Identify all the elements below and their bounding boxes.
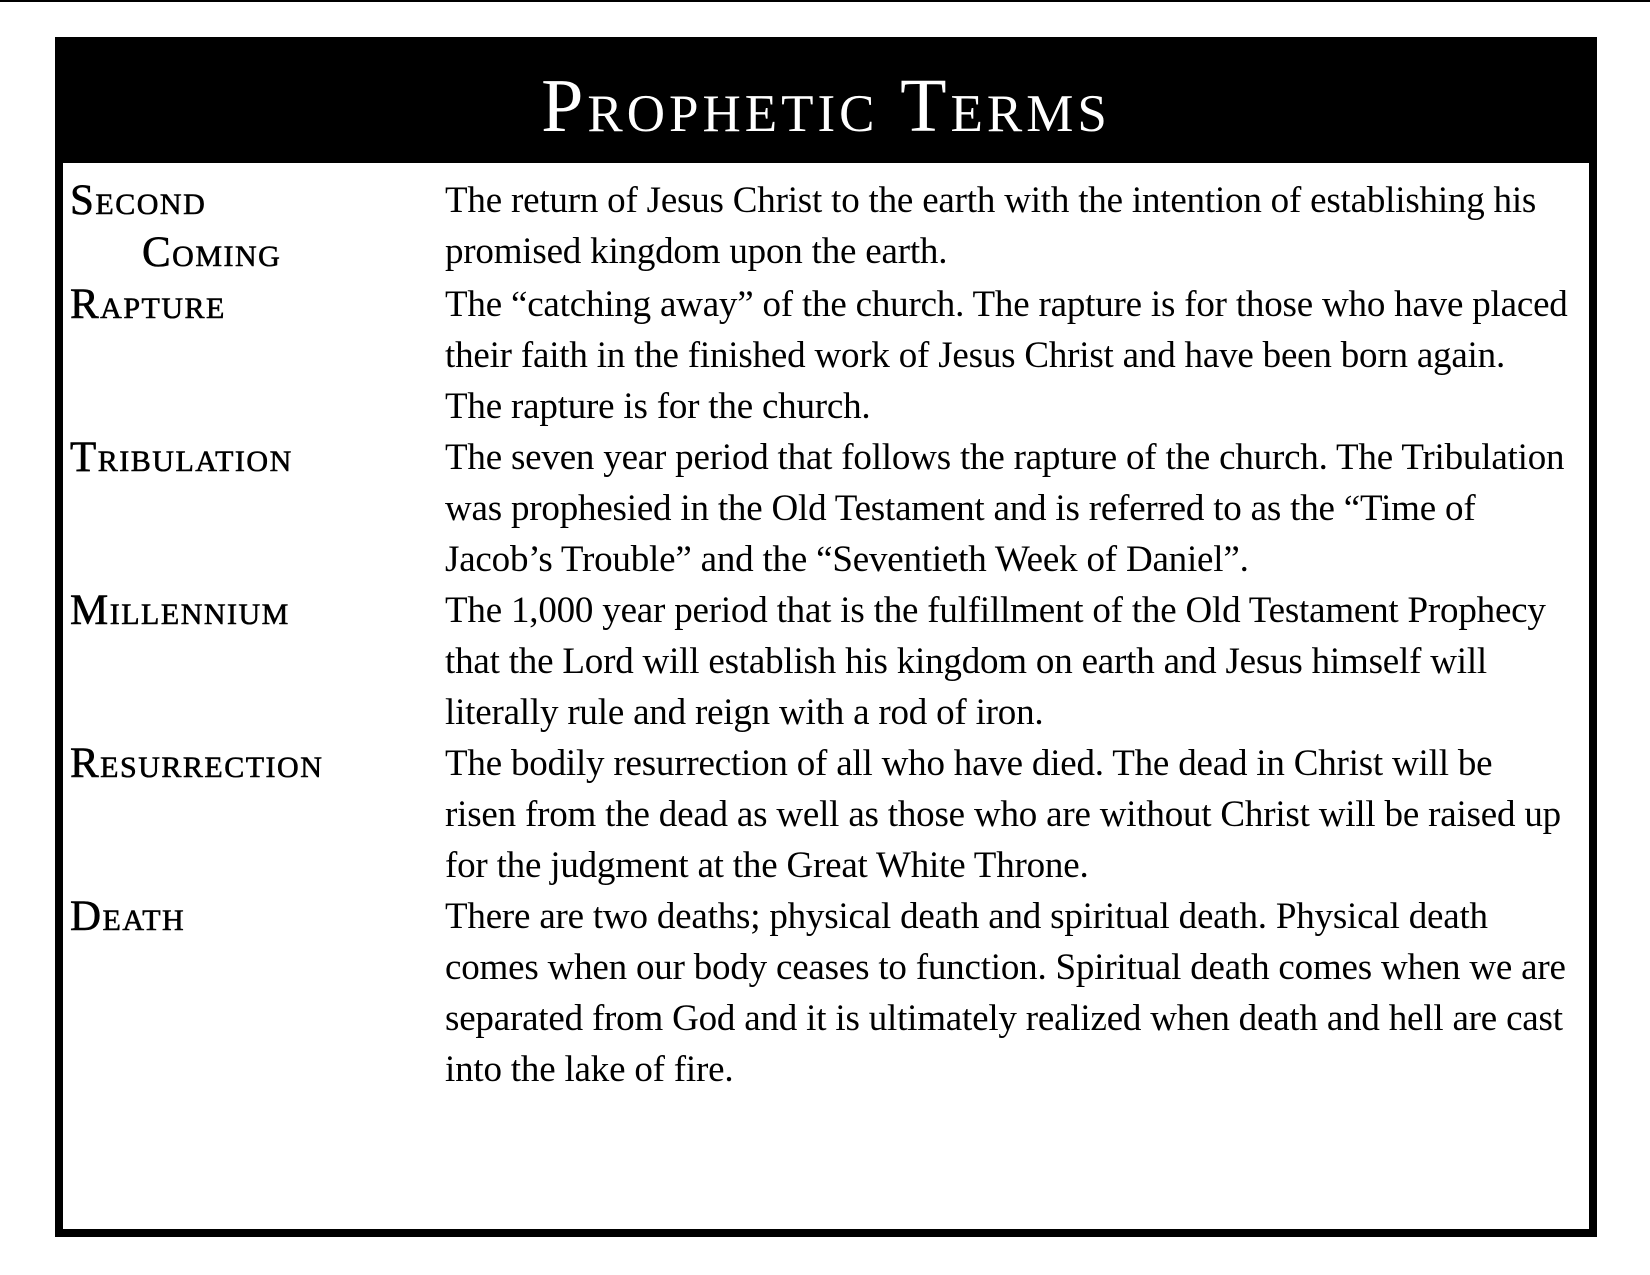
title-bar bbox=[63, 45, 1589, 163]
term-label: Rapture bbox=[70, 281, 226, 328]
page-title: Prophetic Terms bbox=[541, 64, 1111, 148]
term-row-rapture bbox=[70, 279, 1570, 432]
term-label: Resurrection bbox=[70, 740, 324, 787]
term-label bbox=[70, 175, 445, 279]
term-definition: The return of Jesus Christ to the earth with the intention of establishing his promised kingdom upon the earth. bbox=[445, 180, 1537, 272]
term-row-second-coming bbox=[70, 175, 1570, 279]
term-label-line2: Coming bbox=[142, 229, 282, 276]
term-row-death bbox=[70, 891, 1570, 1095]
term-label-line1: Second bbox=[70, 177, 207, 224]
term-definition: The 1,000 year period that is the fulfillment of the Old Testament Prophecy that the Lord will establish his kingdom on earth and Jesus himself will literally rule and reign with a rod of iron. bbox=[445, 590, 1546, 733]
term-row-tribulation bbox=[70, 432, 1570, 585]
top-rule bbox=[0, 0, 1650, 2]
terms-card bbox=[55, 37, 1597, 1237]
term-definition: The bodily resurrection of all who have died. The dead in Christ will be risen from the dead as well as those who are without Christ will be raised up for the judgment at the Great White Throne. bbox=[445, 743, 1561, 886]
term-row-resurrection bbox=[70, 738, 1570, 891]
term-definition: The “catching away” of the church. The rapture is for those who have placed their faith in the finished work of Jesus Christ and have been born again. The rapture is for the church. bbox=[445, 284, 1568, 427]
term-label: Tribulation bbox=[70, 434, 293, 481]
term-label: Death bbox=[70, 893, 186, 940]
term-definition: There are two deaths; physical death and spiritual death. Physical death comes when our body ceases to function. Spiritual death comes when we are separated from God and it is ultimately realized when death and hell are cast into the lake of fire. bbox=[445, 896, 1566, 1090]
terms-list bbox=[70, 175, 1570, 1095]
term-definition: The seven year period that follows the rapture of the church. The Tribulation was prophesied in the Old Testament and is referred to as the “Time of Jacob’s Trouble” and the “Seventieth Week of Daniel”. bbox=[445, 437, 1565, 580]
term-row-millennium bbox=[70, 585, 1570, 738]
term-label: Millennium bbox=[70, 587, 290, 634]
